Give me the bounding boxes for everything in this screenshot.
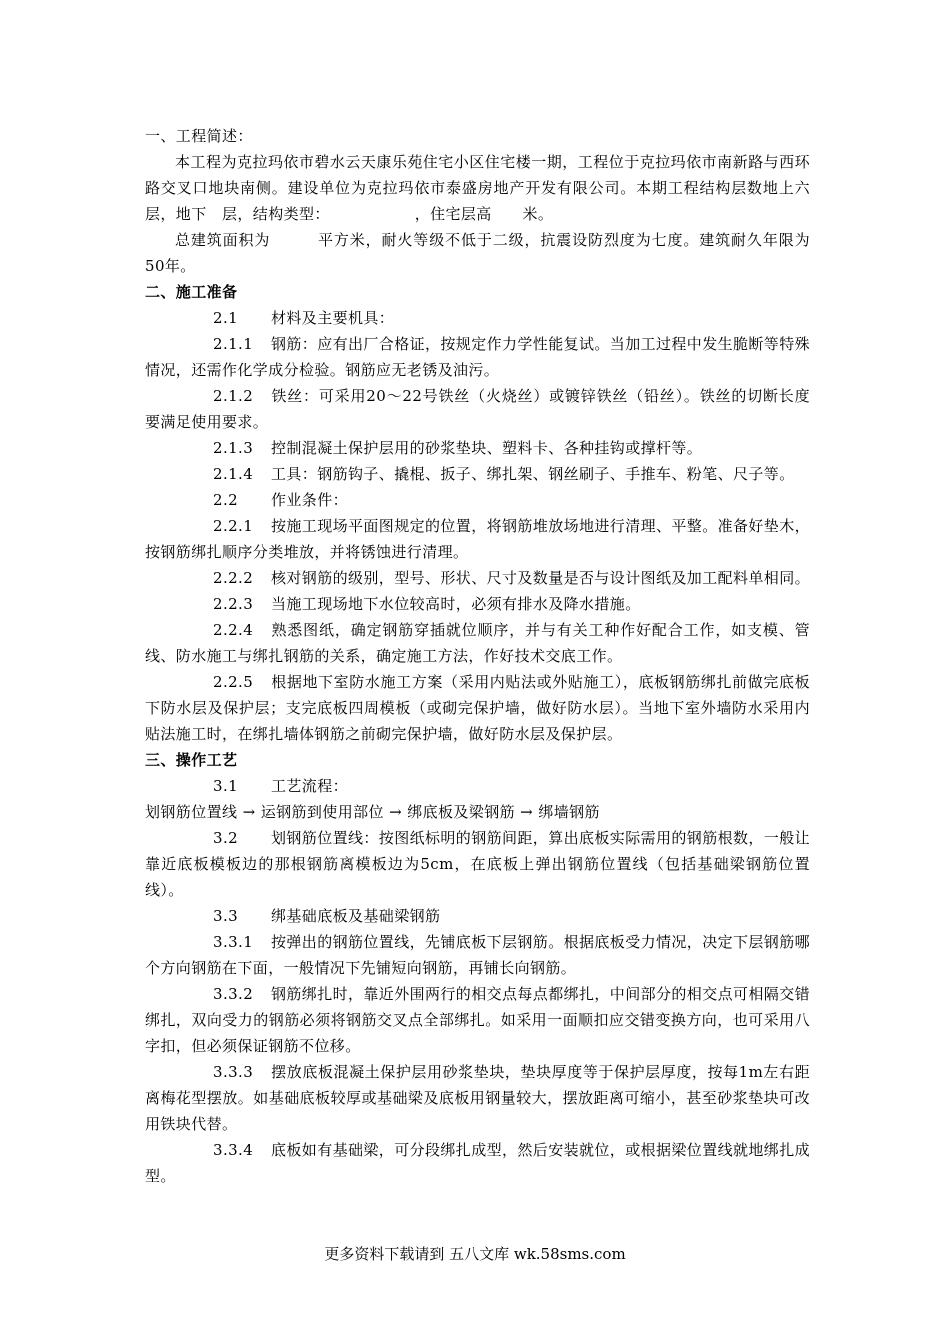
clause-text: 控制混凝土保护层用的砂浆垫块、塑料卡、各种挂钩或撑杆等。 [271,439,703,457]
clause-number: 2.1.3 [213,439,254,457]
clause-number: 2.2 [213,491,239,509]
clause-2-1-2 [145,383,810,435]
clause-2-2-2 [145,565,810,591]
clause-number: 2.1.2 [213,387,254,405]
clause-text: 绑基础底板及基础梁钢筋 [271,907,441,925]
clause-2-2-4 [145,617,810,669]
clause-text: 作业条件： [271,491,349,509]
clause-3-3-2 [145,981,810,1059]
process-flow-line: 划钢筋位置线 → 运钢筋到使用部位 → 绑底板及梁钢筋 → 绑墙钢筋 [145,803,600,821]
clause-number: 2.2.4 [213,621,254,639]
clause-2-1 [145,305,810,331]
clause-number: 3.3.4 [213,1141,254,1159]
clause-number: 2.2.1 [213,517,254,535]
clause-text: 钢筋绑扎时，靠近外围两行的相交点每点都绑扎，中间部分的相交点可相隔交错绑扎，双向受力的钢筋必须将钢筋交叉点全部绑扎。如采用一面顺扣应交错变换方向，也可采用八字扣，但必须保证钢筋不位移。 [145,985,811,1055]
footer-watermark-text: 更多资料下载请到 五八文库 wk.58sms.com [324,1245,626,1263]
clause-number: 3.3 [213,907,239,925]
clause-text: 底板如有基础梁，可分段绑扎成型，然后安装就位，或根据梁位置线就地绑扎成型。 [145,1141,811,1185]
clause-text: 按弹出的钢筋位置线，先铺底板下层钢筋。根据底板受力情况，决定下层钢筋哪个方向钢筋在下面，一般情况下先铺短向钢筋，再铺长向钢筋。 [145,933,811,977]
clause-number: 3.3.3 [213,1063,254,1081]
clause-number: 2.2.5 [213,673,254,691]
clause-2-2-5 [145,669,810,747]
clause-text: 熟悉图纸，确定钢筋穿插就位顺序，并与有关工种作好配合工作，如支模、管线、防水施工与绑扎钢筋的关系，确定施工方法，作好技术交底工作。 [145,621,810,665]
clause-text: 按施工现场平面图规定的位置，将钢筋堆放场地进行清理、平整。准备好垫木，按钢筋绑扎顺序分类堆放，并将锈蚀进行清理。 [145,517,811,561]
clause-text: 铁丝：可采用20～22号铁丝（火烧丝）或镀锌铁丝（铅丝）。铁丝的切断长度要满足使用要求。 [145,387,810,431]
clause-text: 根据地下室防水施工方案（采用内贴法或外贴施工），底板钢筋绑扎前做完底板下防水层及保护层；支完底板四周模板（或砌完保护墙，做好防水层）。当地下室外墙防水采用内贴法施工时，在绑扎墙体钢筋之前砌完保护墙，做好防水层及保护层。 [145,673,810,743]
clause-number: 2.1.4 [213,465,254,483]
clause-number: 3.3.2 [213,985,254,1003]
clause-number: 3.3.1 [213,933,254,951]
clause-number: 3.1 [213,777,239,795]
clause-2-1-1 [145,331,810,383]
clause-number: 2.2.2 [213,569,254,587]
clause-3-3-1 [145,929,810,981]
clause-number: 3.2 [213,829,239,847]
clause-2-1-3 [145,435,810,461]
clause-number: 2.2.3 [213,595,254,613]
clause-2-2 [145,487,810,513]
clause-number: 2.1 [213,309,239,327]
clause-text: 划钢筋位置线：按图纸标明的钢筋间距，算出底板实际需用的钢筋根数，一般让靠近底板模板边的那根钢筋离模板边为5cm，在底板上弹出钢筋位置线（包括基础梁钢筋位置线）。 [145,829,811,899]
clause-text: 核对钢筋的级别，型号、形状、尺寸及数量是否与设计图纸及加工配料单相同。 [271,569,811,587]
clause-2-2-1 [145,513,810,565]
clause-text: 工艺流程： [271,777,349,795]
clause-text: 摆放底板混凝土保护层用砂浆垫块，垫块厚度等于保护层厚度，按每1m左右距离梅花型摆放。如基础底板较厚或基础梁及底板用钢量较大，摆放距离可缩小，甚至砂浆垫块可改用铁块代替。 [145,1063,810,1133]
clause-3-2 [145,825,810,903]
section-heading-2: 二、施工准备 [145,283,238,301]
clause-3-3-3 [145,1059,810,1137]
section-heading-1: 一、工程简述： [145,127,253,145]
clause-text: 材料及主要机具： [271,309,395,327]
clause-text: 工具：钢筋钩子、撬棍、扳子、绑扎架、钢丝刷子、手推车、粉笔、尺子等。 [271,465,795,483]
clause-text: 当施工现场地下水位较高时，必须有排水及降水措施。 [271,595,641,613]
clause-3-1 [145,773,810,799]
clause-2-2-3 [145,591,810,617]
section-heading-3: 三、操作工艺 [145,751,238,769]
document-body [145,123,810,1189]
clause-3-3 [145,903,810,929]
area-paragraph: 总建筑面积为 平方米，耐火等级不低于二级，抗震设防烈度为七度。建筑耐久年限为50年。 [145,231,810,275]
clause-2-1-4 [145,461,810,487]
clause-3-3-4 [145,1137,810,1189]
clause-number: 2.1.1 [213,335,254,353]
clause-text: 钢筋：应有出厂合格证，按规定作力学性能复试。当加工过程中发生脆断等特殊情况，还需作化学成分检验。钢筋应无老锈及油污。 [145,335,811,379]
overview-paragraph: 本工程为克拉玛依市碧水云天康乐苑住宅小区住宅楼一期，工程位于克拉玛依市南新路与西环路交叉口地块南侧。建设单位为克拉玛依市泰盛房地产开发有限公司。本期工程结构层数地上六层，地下 层，结构类型： ，住宅层高 米。 [145,153,810,223]
